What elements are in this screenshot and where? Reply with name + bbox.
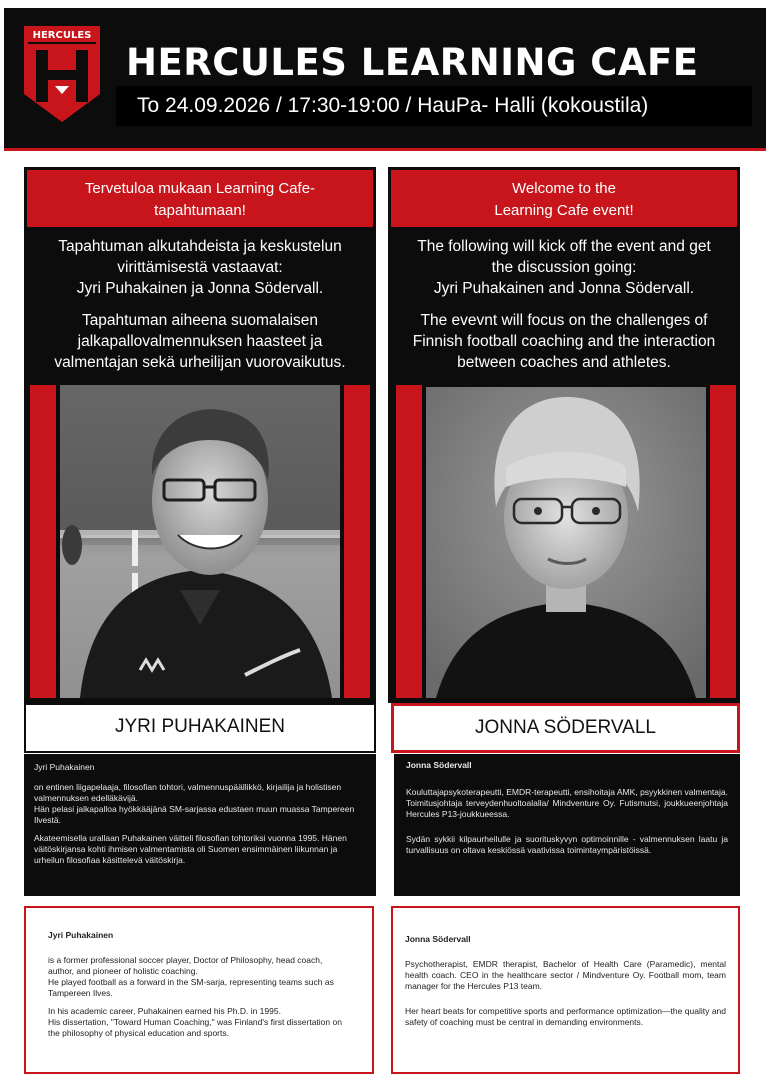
hercules-logo [20, 22, 104, 126]
intro-line: virittämisestä vastaavat: [117, 259, 283, 276]
logo-text: HERCULES [32, 30, 92, 41]
name-box-jonna [391, 703, 740, 753]
intro-box-en [388, 230, 740, 385]
intro-line: Tapahtuman alkutahdeista ja keskustelun [58, 238, 342, 255]
bio-en-jyri [24, 906, 374, 1074]
intro-line: Jyri Puhakainen and Jonna Södervall. [433, 280, 695, 297]
bio-paragraph: He played football as a forward in the SM-sarja, representing teams such as Tampereen Ilves. [48, 977, 334, 998]
bio-paragraph: Psychotherapist, EMDR therapist, Bachelor of Health Care (Paramedic), mental health coach. CEO in the healthcare sector / Mindventure Oy. Football mom, team manager for the Hercules P13 team. [405, 959, 726, 991]
bio-paragraph: Kouluttajapsykoterapeutti, EMDR-terapeutti, ensihoitaja AMK, psyykkinen valmentaja. Toimitusjohtaja terveydenhuoltoalalla/ Mindventure Oy. Futismutsi, joukkueenjohtaja Hercules P13-joukkueessa. [406, 787, 728, 819]
bio-name: Jyri Puhakainen [48, 930, 114, 940]
speaker-name: JONNA SÖDERVALL [475, 717, 656, 738]
bio-paragraph: Akateemisella urallaan Puhakainen väitteli filosofian tohtoriksi vuonna 1995. Hänen väitöskirjansa kohti ihmisen valmentamista oli Suomen ensimmäinen liikunnan ja urheilun filosofiaa käsittelevä väitöskirja. [34, 833, 347, 865]
bio-name: Jyri Puhakainen [34, 762, 95, 772]
welcome-line: Tervetuloa mukaan Learning Cafe- [84, 180, 316, 197]
bio-paragraph: In his academic career, Puhakainen earned his Ph.D. in 1995. [48, 1006, 281, 1016]
bio-name: Jonna Södervall [406, 760, 472, 770]
speaker-name: JYRI PUHAKAINEN [115, 716, 285, 737]
bio-paragraph: Sydän sykkii kilpaurheilulle ja suorituskyvyn optimoinnille - valmennuksen laatu ja turvallisuus on oltava keskiössä vaativissa toimintaympäristöissä. [406, 834, 728, 855]
welcome-line: Welcome to the [512, 180, 616, 197]
intro-line: Jyri Puhakainen ja Jonna Södervall. [76, 280, 324, 297]
name-box-jyri [24, 703, 376, 753]
intro-line: the discussion going: [491, 259, 637, 276]
welcome-header-fi [24, 167, 376, 230]
bio-paragraph: on entinen liigapelaaja, filosofian tohtori, valmennuspäällikkö, kirjailija ja holistisen valmennuksen edelläkävijä. [34, 782, 342, 803]
topic-line: Tapahtuman aiheena suomalaisen [81, 312, 319, 329]
bio-en-jonna [391, 906, 740, 1074]
topic-line: valmentajan sekä urheilijan vuorovaikutus. [54, 354, 346, 371]
bio-fi-jyri [24, 754, 376, 896]
red-stripe [710, 385, 736, 698]
welcome-line: tapahtumaan! [154, 202, 246, 219]
bio-paragraph: Her heart beats for competitive sports and performance optimization—the quality and safety of coaching must be central in demanding environments. [405, 1006, 726, 1027]
welcome-header-en [388, 167, 740, 230]
red-stripe [396, 385, 422, 698]
bio-name: Jonna Södervall [405, 934, 471, 944]
intro-box-fi [24, 230, 376, 385]
topic-line: jalkapallovalmennuksen haasteet ja [77, 333, 323, 350]
bio-paragraph: His dissertation, "Toward Human Coaching," was Finland's first dissertation on the philosophy of physical education and sports. [48, 1017, 342, 1038]
portrait-jonna [426, 387, 706, 698]
red-stripe [30, 385, 56, 698]
page-title: HERCULES LEARNING CAFE [126, 41, 699, 84]
bio-fi-jonna [394, 754, 740, 896]
topic-line: between coaches and athletes. [457, 354, 671, 371]
topic-line: The evevnt will focus on the challenges of [420, 312, 708, 329]
event-date-line: To 24.09.2026 / 17:30-19:00 / HauPa- Halli (kokoustila) [137, 94, 649, 117]
portrait-jyri [60, 385, 340, 698]
red-stripe [344, 385, 370, 698]
bio-paragraph: Hän pelasi jalkapalloa hyökkääjänä SM-sarjassa edustaen muun muassa Tampereen Ilvestä. [34, 804, 355, 825]
topic-line: Finnish football coaching and the interaction [412, 333, 716, 350]
welcome-line: Learning Cafe event! [494, 202, 634, 219]
intro-line: The following will kick off the event and get [417, 238, 711, 255]
bio-paragraph: is a former professional soccer player, Doctor of Philosophy, head coach, author, and pioneer of holistic coaching. [48, 955, 323, 976]
